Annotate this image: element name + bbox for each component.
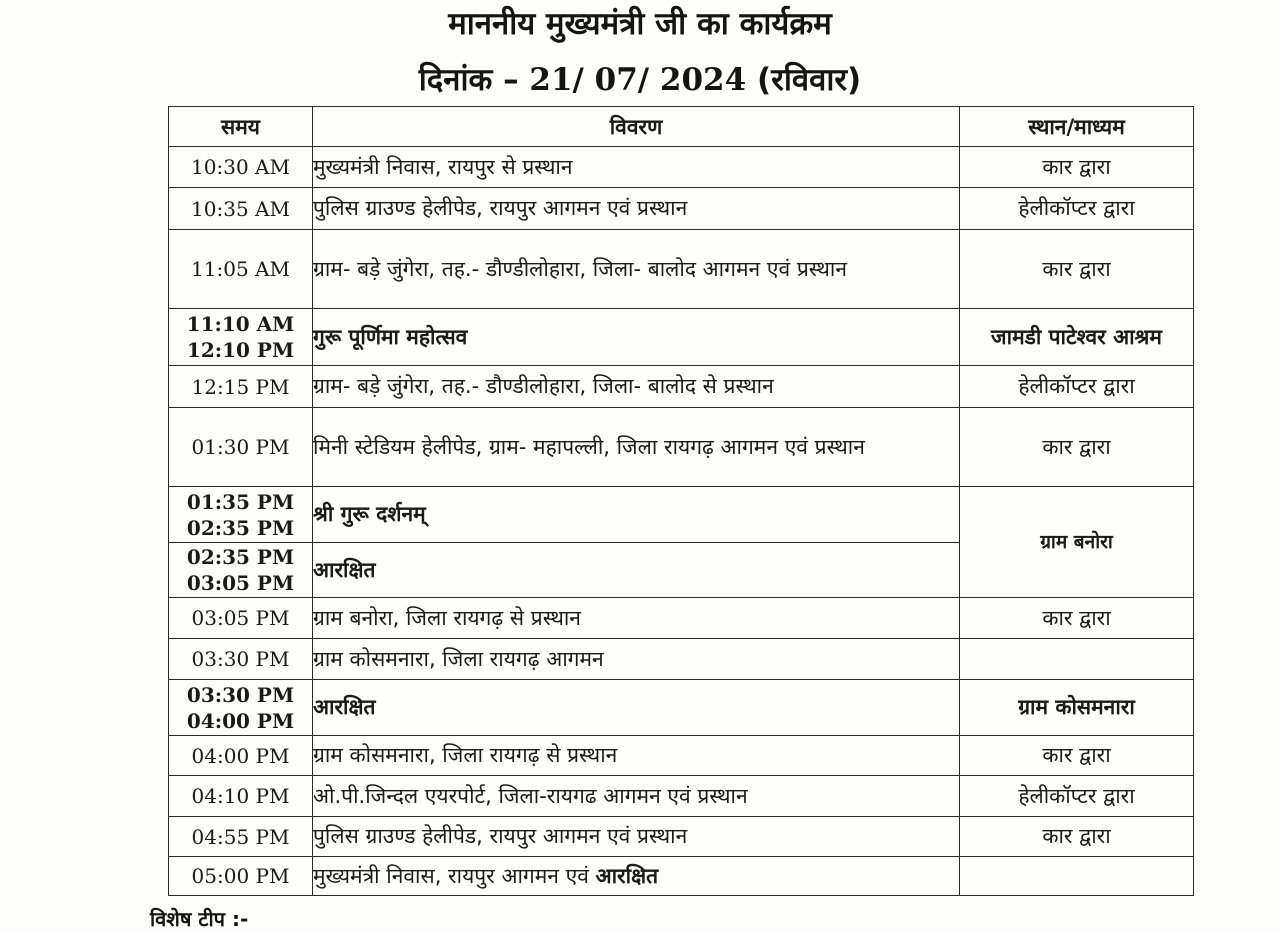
time-start: 02:35 PM (186, 545, 295, 569)
table-row (169, 230, 1194, 309)
row-time-range (169, 309, 313, 366)
row-description: आरक्षित (313, 680, 960, 736)
row-place: कार द्वारा (960, 230, 1194, 309)
time-start: 11:10 AM (186, 312, 295, 336)
table-row (169, 366, 1194, 408)
row-place (960, 639, 1194, 680)
table-row (169, 736, 1194, 776)
row-time: 03:05 PM (169, 598, 313, 639)
row-time: 04:00 PM (169, 736, 313, 776)
desc-text: मुख्यमंत्री निवास, रायपुर आगमन एवं (313, 863, 596, 888)
row-place: ग्राम कोसमनारा (960, 680, 1194, 736)
time-end: 03:05 PM (186, 571, 295, 595)
header-time: समय (169, 107, 313, 147)
row-place: हेलीकॉप्टर द्वारा (960, 776, 1194, 817)
row-place: हेलीकॉप्टर द्वारा (960, 366, 1194, 408)
time-start: 03:30 PM (186, 682, 295, 707)
row-time-range (169, 680, 313, 736)
row-description: पुलिस ग्राउण्ड हेलीपेड, रायपुर आगमन एवं प्रस्थान (313, 817, 960, 857)
table-row (169, 147, 1194, 188)
row-description: ग्राम कोसमनारा, जिला रायगढ़ आगमन (313, 639, 960, 680)
row-place: कार द्वारा (960, 147, 1194, 188)
row-description: आरक्षित (313, 543, 960, 598)
row-place: कार द्वारा (960, 817, 1194, 857)
row-description: मुख्यमंत्री निवास, रायपुर से प्रस्थान (313, 147, 960, 188)
table-row (169, 680, 1194, 736)
time-end: 04:00 PM (186, 708, 295, 733)
row-place: हेलीकॉप्टर द्वारा (960, 188, 1194, 230)
row-description: ग्राम- बड़े जुंगेरा, तह.- डौण्डीलोहारा, जिला- बालोद आगमन एवं प्रस्थान (313, 230, 960, 309)
page-subtitle-date (0, 58, 1280, 100)
row-time: 01:30 PM (169, 408, 313, 487)
row-time: 05:00 PM (169, 857, 313, 896)
table-row (169, 817, 1194, 857)
page-title: माननीय मुख्यमंत्री जी का कार्यक्रम (448, 6, 832, 42)
row-description: ग्राम बनोरा, जिला रायगढ़ से प्रस्थान (313, 598, 960, 639)
row-place: कार द्वारा (960, 736, 1194, 776)
table-row (169, 639, 1194, 680)
time-end: 02:35 PM (186, 515, 295, 540)
table-row (169, 776, 1194, 817)
row-description: ग्राम- बड़े जुंगेरा, तह.- डौण्डीलोहारा, जिला- बालोद से प्रस्थान (313, 366, 960, 408)
desc-bold-text: आरक्षित (595, 863, 659, 888)
table-row (169, 309, 1194, 366)
row-time: 10:35 AM (169, 188, 313, 230)
row-description: श्री गुरू दर्शनम् (313, 487, 960, 543)
time-end: 12:10 PM (186, 338, 295, 362)
schedule-table (168, 106, 1194, 896)
row-time: 11:05 AM (169, 230, 313, 309)
row-time-range (169, 543, 313, 598)
table-row (169, 408, 1194, 487)
row-description: ग्राम कोसमनारा, जिला रायगढ़ से प्रस्थान (313, 736, 960, 776)
row-time: 10:30 AM (169, 147, 313, 188)
table-row (169, 188, 1194, 230)
day-name: (रविवार) (746, 62, 862, 98)
special-note-label: विशेष टीप :- (150, 907, 249, 931)
row-place: ग्राम बनोरा (960, 487, 1194, 598)
date-value: 21/ 07/ 2024 (529, 62, 747, 98)
row-place: जामडी पाटेश्वर आश्रम (960, 309, 1194, 366)
table-row (169, 598, 1194, 639)
row-place: कार द्वारा (960, 408, 1194, 487)
row-time-range (169, 487, 313, 543)
row-time: 04:10 PM (169, 776, 313, 817)
header-place: स्थान/माध्यम (960, 107, 1194, 147)
row-description: गुरू पूर्णिमा महोत्सव (313, 309, 960, 366)
row-description: पुलिस ग्राउण्ड हेलीपेड, रायपुर आगमन एवं प्रस्थान (313, 188, 960, 230)
row-time: 03:30 PM (169, 639, 313, 680)
row-place: कार द्वारा (960, 598, 1194, 639)
row-place (960, 857, 1194, 896)
row-time: 12:15 PM (169, 366, 313, 408)
row-description (313, 857, 960, 896)
header-description: विवरण (313, 107, 960, 147)
row-time: 04:55 PM (169, 817, 313, 857)
table-row (169, 857, 1194, 896)
time-start: 01:35 PM (186, 489, 295, 514)
row-description: मिनी स्टेडियम हेलीपेड, ग्राम- महापल्ली, जिला रायगढ़ आगमन एवं प्रस्थान (313, 408, 960, 487)
date-prefix: दिनांक – (418, 62, 530, 98)
table-header-row (169, 107, 1194, 147)
table-row (169, 487, 1194, 543)
row-description: ओ.पी.जिन्दल एयरपोर्ट, जिला-रायगढ आगमन एवं प्रस्थान (313, 776, 960, 817)
